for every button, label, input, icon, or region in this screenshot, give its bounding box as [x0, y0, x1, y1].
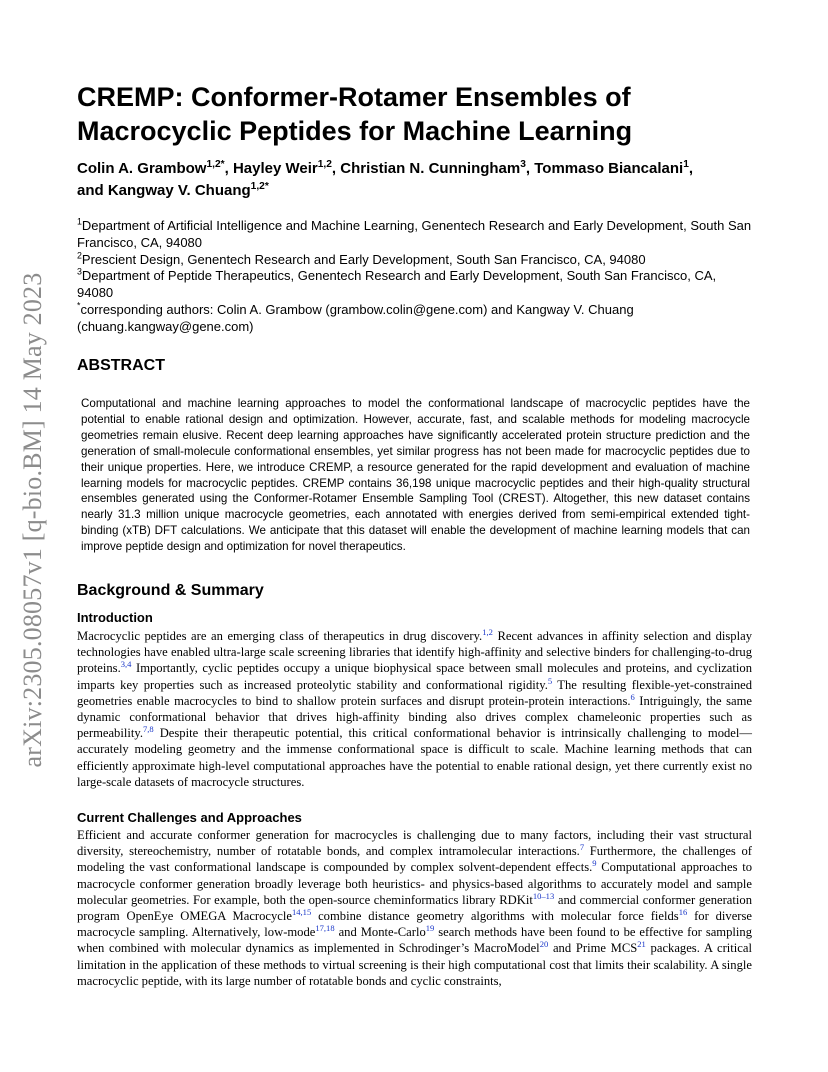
citation-link[interactable]: 9 [592, 858, 597, 869]
affiliation-mark: * [77, 300, 81, 311]
body-text: search methods have been found to be effective for sampling when combined with molecular dynamics as implemented in Schrodinger’s MacroModel [77, 925, 752, 956]
citation-link[interactable]: 7,8 [142, 724, 154, 735]
body-text: The resulting flexible-yet-constrained geometries enable macrocycles to bind to shallow protein surfaces and disrupt protein-protein interactions. [77, 677, 752, 708]
author-name: Christian N. Cunningham [340, 160, 521, 177]
author-conjunction: and [77, 182, 108, 199]
author-name: Hayley Weir [232, 160, 318, 177]
citation-link[interactable]: 20 [539, 939, 549, 950]
citation-link[interactable]: 10–13 [532, 890, 555, 901]
affiliation-item [77, 268, 752, 302]
body-text: Macrocyclic peptides are an emerging class of therapeutics in drug discovery. [77, 629, 483, 643]
citation-link[interactable]: 5 [547, 675, 553, 686]
body-text: Efficient and accurate conformer generation for macrocycles is challenging due to many factors, including their vast structural diversity, stereochemistry, number of rotatable bonds, and complex intramolecular interactions. [77, 828, 752, 859]
citation-link[interactable]: 21 [637, 939, 646, 950]
author-name: Kangway V. Chuang [107, 182, 251, 199]
affiliation-item [77, 252, 752, 269]
abstract-text: Computational and machine learning approaches to model the conformational landscape of macrocyclic peptides have the potential to enable rational design and optimization. However, accurate, fast, and scalable methods for modeling macrocycle geometries remain elusive. Recent deep learning approaches have significantly accelerated protein structure prediction and the generation of small-molecule conformational ensembles, yet similar progress has not been made for macrocyclic peptides due to their unique properties. Here, we introduce CREMP, a resource generated for the rapid development and evaluation of machine learning models for macrocyclic peptides. CREMP contains 36,198 unique macrocyclic peptides and their high-quality structural ensembles generated using the Conformer-Rotamer Ensemble Sampling Tool (CREST). Altogether, this new dataset contains nearly 31.3 million unique macrocycle geometries, each annotated with energies derived from semi-empirical extended tight-binding (xTB) DFT calculations. We anticipate that this dataset will enable the development of machine learning models that can improve peptide design and optimization for novel therapeutics. [81, 397, 750, 554]
body-text: Despite their therapeutic potential, this critical conformational behavior is intrinsically challenging to model—accurately modeling geometry and the immense conformational space is difficult to scale. Machine learning methods that can efficiently approximate high-level computational approaches have the potential to enable rational design, yet there currently exist no large-scale datasets of macrocycle structures. [77, 726, 752, 789]
citation-link[interactable]: 16 [678, 906, 688, 917]
author-name: Colin A. Grambow [77, 160, 207, 177]
body-text: and Monte-Carlo [334, 925, 426, 940]
citation-link[interactable]: 17,18 [315, 923, 335, 934]
subsection-heading-challenges: Current Challenges and Approaches [77, 810, 302, 825]
citation-link[interactable]: 6 [630, 691, 635, 702]
author-name: Tommaso Biancalani [534, 160, 684, 177]
affiliation-text: corresponding authors: Colin A. Grambow (grambow.colin@gene.com) and Kangway V. Chuang (chuang.kangway@gene.com) [77, 301, 634, 334]
body-text: Computational approaches to macrocycle conformer generation broadly leverage both heuristics- and physics-based algorithms to accurately model and sample molecular geometries. For example, both the open-source cheminformatics library RDKit [77, 860, 752, 907]
author-affiliation-mark: 1,2* [250, 181, 269, 192]
citation-link[interactable]: 14,15 [292, 906, 312, 917]
paper-title: CREMP: Conformer-Rotamer Ensembles of Macrocyclic Peptides for Machine Learning [77, 82, 633, 146]
affiliation-text: Department of Artificial Intelligence and Machine Learning, Genentech Research and Early Development, South San Francisco, CA, 94080 [77, 218, 752, 250]
author-affiliation-mark: 1,2* [206, 159, 225, 170]
citation-link[interactable]: 19 [425, 923, 435, 934]
citation-link[interactable]: 1,2 [482, 626, 493, 637]
body-text: Importantly, cyclic peptides occupy a unique biophysical space between small molecules and proteins, and cyclization imparts key properties such as increased proteolytic stability and conformational rigidity. [77, 661, 752, 692]
arxiv-identifier-stamp [18, 260, 48, 780]
abstract-heading: ABSTRACT [77, 357, 165, 374]
body-text: Furthermore, the challenges of modeling the vast conformational landscape is compounded by complex solvent-dependent effects. [77, 844, 752, 875]
body-text: for diverse macrocycle sampling. Alternatively, low-mode [77, 909, 752, 940]
arxiv-stamp-text: arXiv:2305.08057v1 [q-bio.BM] 14 May 2023 [18, 272, 47, 768]
body-text: and commercial conformer generation program OpenEye OMEGA Macrocycle [77, 892, 752, 924]
affiliation-item [77, 218, 752, 252]
affiliation-mark: 3 [77, 267, 82, 278]
body-text: Intriguingly, the same dynamic conformational behavior that drives high-affinity binding also drives complex chameleonic properties such as permeability. [77, 693, 752, 741]
affiliation-text: Prescient Design, Genentech Research and Early Development, South San Francisco, CA, 94080 [81, 251, 646, 267]
citation-link[interactable]: 3,4 [120, 659, 132, 670]
author-affiliation-mark: 1 [683, 159, 689, 170]
challenges-paragraph [77, 827, 752, 989]
section-heading: Background & Summary [77, 582, 264, 599]
affiliation-text: Department of Peptide Therapeutics, Genentech Research and Early Development, South San Francisco, CA, 94080 [77, 268, 717, 301]
citation-link[interactable]: 7 [579, 842, 585, 853]
body-text: combine distance geometry algorithms with molecular force fields [311, 909, 679, 924]
author-affiliation-mark: 1,2 [317, 159, 332, 170]
affiliation-list [77, 218, 752, 336]
affiliation-mark: 2 [77, 250, 82, 261]
introduction-paragraph [77, 628, 752, 790]
affiliation-item [77, 302, 752, 336]
body-text: Recent advances in affinity selection and display technologies have enabled ultra-large scale screening libraries that identify high-affinity and selective binders for challenging-to-drug proteins. [77, 629, 752, 676]
author-list: Colin A. Grambow$^{1,2*}$, Hayley Weir$^{1,2}$, Christian N. Cunningham$^3$, Tommaso Biancalani$^1$, and Kangway V. Chuang$^{1,2*}$ [77, 159, 694, 199]
subsection-heading-introduction: Introduction [77, 610, 153, 625]
affiliation-mark: 1 [77, 216, 82, 227]
author-affiliation-mark: 3 [520, 159, 526, 170]
body-text: and Prime MCS [548, 941, 638, 956]
body-text: packages. A critical limitation in the application of these methods to virtual screening is their high computational cost that limits their scalability. A single macrocyclic peptide, with its large number of rotatable bonds and cyclic constraints, [77, 941, 752, 988]
